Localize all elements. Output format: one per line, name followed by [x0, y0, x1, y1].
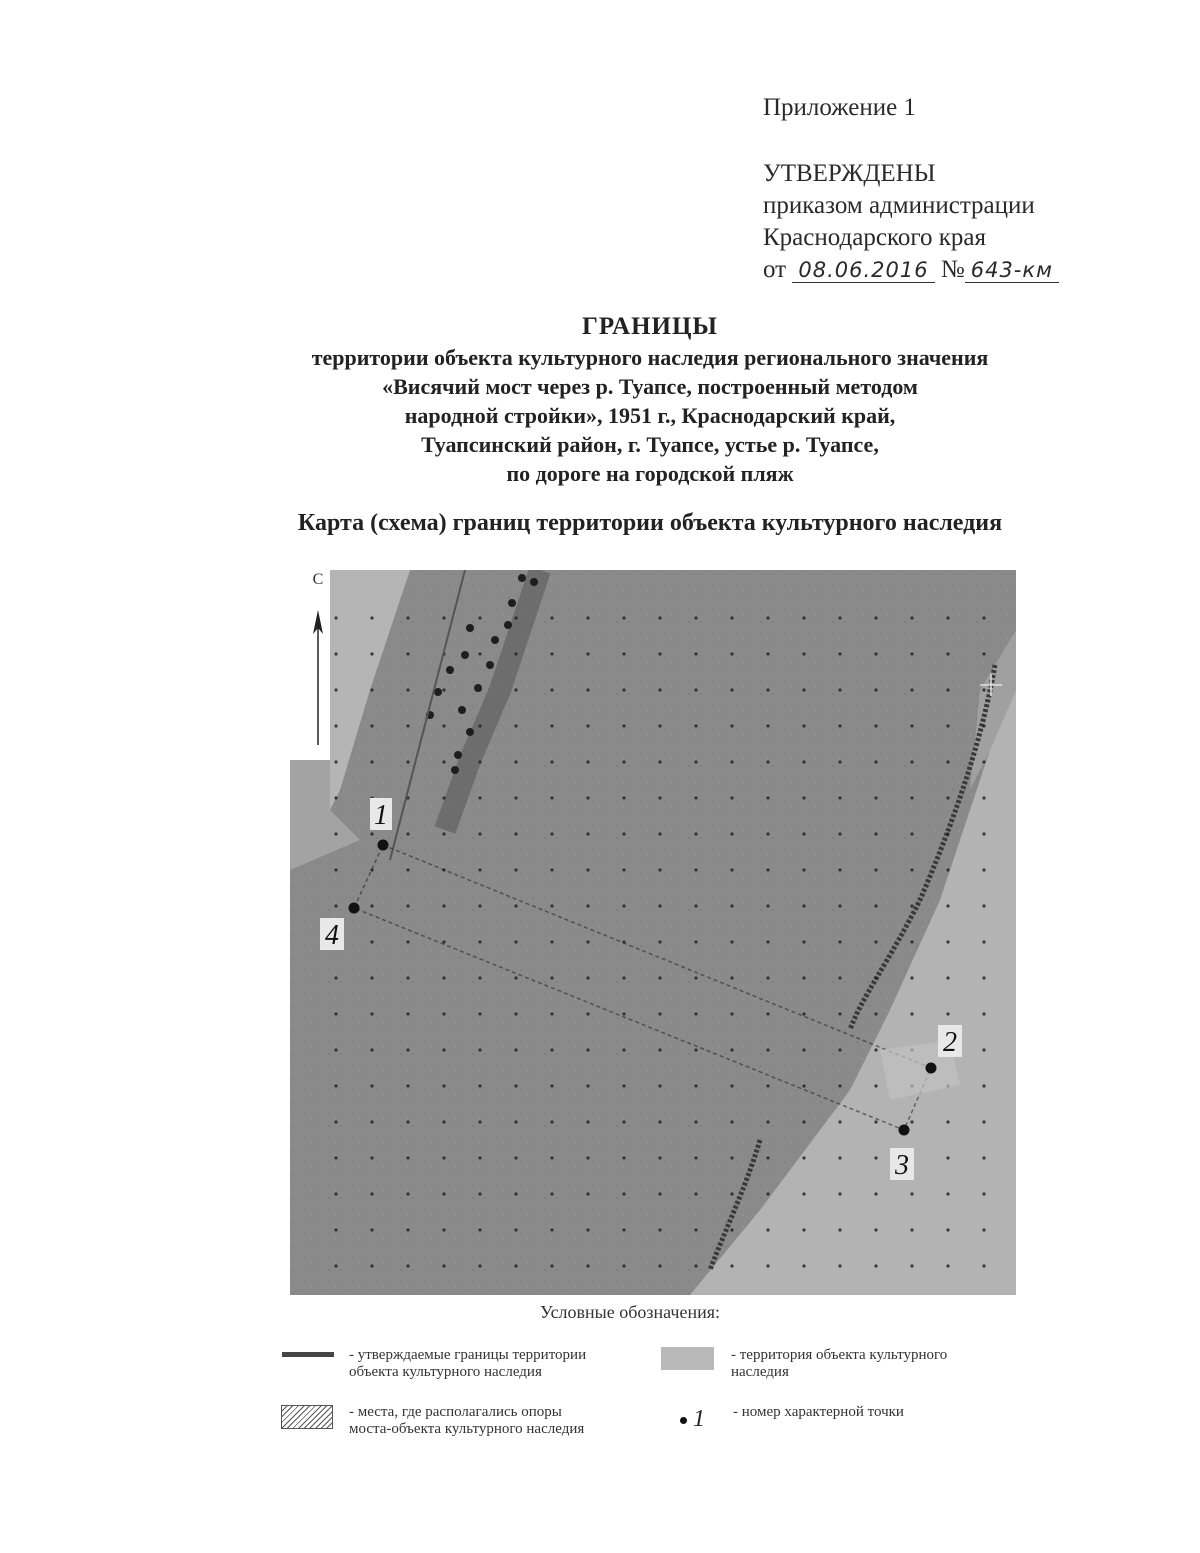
legend-boundary-line-symbol	[282, 1352, 334, 1357]
point-1-dot	[378, 840, 389, 851]
title-line-5: по дороге на городской пляж	[506, 461, 794, 486]
title-line-3: народной стройки», 1951 г., Краснодарский край,	[404, 403, 896, 428]
legend-item-supports	[349, 1404, 584, 1438]
approval-block	[763, 92, 1059, 286]
point-4-label: 4	[325, 920, 339, 951]
point-3-dot	[899, 1125, 910, 1136]
appendix-label: Приложение 1	[763, 94, 916, 121]
legend-territory-text-1: - территория объекта культурного	[731, 1347, 948, 1363]
boundary-map	[290, 570, 1016, 1295]
legend-territory-text-2: наследия	[731, 1364, 789, 1380]
approval-date-line	[763, 254, 1059, 286]
title-line-1: территории объекта культурного наследия регионального значения	[311, 345, 989, 370]
legend-item-point	[733, 1404, 904, 1421]
point-2-dot	[926, 1063, 937, 1074]
legend-point-symbol	[680, 1406, 705, 1433]
approved-label: УТВЕРЖДЕНЫ	[763, 160, 936, 187]
legend-territory-symbol	[661, 1347, 714, 1370]
legend-point-sample: 1	[693, 1406, 705, 1432]
handwritten-date: 08.06.2016	[792, 258, 934, 283]
point-1-label: 1	[374, 800, 388, 831]
point-3-label: 3	[895, 1150, 909, 1181]
legend-item-boundary	[349, 1347, 586, 1381]
map-svg	[290, 570, 1016, 1295]
legend-hatch-symbol	[281, 1405, 333, 1429]
north-label: С	[312, 571, 324, 588]
date-prefix: от	[763, 256, 787, 283]
handwritten-number: 643-км	[965, 258, 1059, 283]
legend-item-territory	[731, 1347, 947, 1381]
legend-supports-text-1: - места, где располагались опоры	[349, 1404, 562, 1420]
point-4-dot	[349, 903, 360, 914]
legend-boundary-text-1: - утверждаемые границы территории	[349, 1347, 587, 1363]
point-dot-icon	[680, 1417, 687, 1424]
map-caption: Карта (схема) границ территории объекта культурного наследия	[297, 510, 1003, 536]
title-line-2: «Висячий мост через р. Туапсе, построенный методом	[382, 374, 918, 399]
approval-line-2: приказом администрации	[763, 192, 1035, 219]
legend-point-text: - номер характерной точки	[733, 1404, 904, 1420]
approval-line-3: Краснодарского края	[763, 224, 986, 251]
title-line-4: Туапсинский район, г. Туапсе, устье р. Туапсе,	[421, 432, 879, 457]
point-2-label: 2	[943, 1027, 957, 1058]
legend-supports-text-2: моста-объекта культурного наследия	[349, 1421, 585, 1437]
number-prefix: №	[940, 256, 965, 283]
title-main: ГРАНИЦЫ	[582, 313, 718, 340]
document-title	[200, 312, 1100, 488]
legend-boundary-text-2: объекта культурного наследия	[349, 1364, 542, 1380]
legend-title: Условные обозначения:	[539, 1302, 721, 1322]
